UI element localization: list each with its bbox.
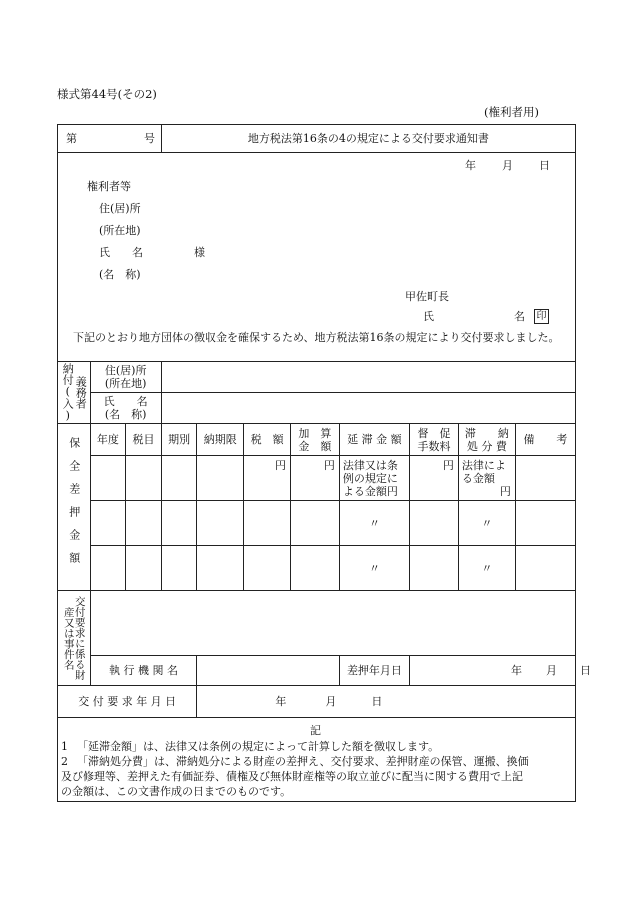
- col-demand-line2: 手数料: [417, 439, 451, 453]
- issue-date-year: 年: [465, 159, 476, 172]
- col-additional-line1: 加 算: [298, 426, 332, 440]
- col-tax-amount: 税 額: [244, 424, 291, 456]
- disposal-note-yen: 円: [499, 485, 511, 498]
- col-tax-item: 税目: [126, 424, 162, 456]
- taxpayer-name-label: [90, 393, 161, 424]
- row2-period: [161, 501, 197, 546]
- note2-number: 2: [61, 755, 68, 768]
- no-label: 第: [66, 132, 77, 145]
- row1-disposal: [458, 456, 515, 501]
- row2-tax-amount: [244, 501, 291, 546]
- recipient-location-label: (所在地): [99, 224, 141, 237]
- form-for: (権利者用): [484, 105, 539, 119]
- note2-line1: 「滞納処分費」は、滞納処分による財産の差押え、交付要求、差押財産の保管、運搬、換価: [77, 755, 529, 768]
- seizure-date-field: [410, 656, 592, 686]
- row3-demand-fee: [410, 546, 459, 591]
- disposal-note-line1: 法律によ: [461, 459, 506, 472]
- secured-amount-label-text: 保全差押金額: [67, 436, 81, 575]
- issuer-title: 甲佐町長: [405, 290, 449, 303]
- row3-due: [197, 546, 244, 591]
- col-demand-fee: [410, 424, 459, 456]
- notes-heading: 記: [310, 724, 321, 737]
- row2-year: [90, 501, 126, 546]
- taxpayer-label: [58, 362, 91, 424]
- taxpayer-name-field: [161, 393, 575, 424]
- recipient-honorific: 様: [194, 246, 205, 259]
- col-due-date: 納期限: [197, 424, 244, 456]
- row3-tax-amount: [244, 546, 291, 591]
- row2-disposal-ditto: 〃: [458, 501, 515, 546]
- row1-period: [161, 456, 197, 501]
- agency-field: [197, 656, 339, 686]
- taxpayer-label-a: 納付(入): [61, 363, 75, 422]
- taxpayer-name-text: 氏 名: [103, 395, 148, 408]
- row1-tax-item: [126, 456, 162, 501]
- seizure-date-month: 月: [546, 664, 558, 677]
- request-date-field: [197, 686, 576, 718]
- col-demand-line1: 督 促: [417, 426, 451, 440]
- taxpayer-address-text: 住(居)所: [104, 364, 147, 377]
- row1-due: [197, 456, 244, 501]
- go-label: 号: [144, 132, 155, 145]
- notes-block: [58, 718, 576, 802]
- property-field: [90, 591, 575, 656]
- row2-additional: [291, 501, 340, 546]
- col-additional-line2: 金 額: [298, 439, 332, 453]
- recipient-address-label: 住(居)所: [99, 202, 141, 215]
- col-fiscal-year: 年度: [90, 424, 126, 456]
- col-additional-amount: [291, 424, 340, 456]
- col-disposal-line2: 処 分 費: [466, 439, 507, 453]
- taxpayer-corp-name-text: (名 称): [104, 408, 147, 421]
- issuer-mei: 名: [514, 310, 525, 323]
- row3-remarks: [515, 546, 575, 591]
- intro-text: 下記のとおり地方団体の徴収金を確保するため、地方税法第16条の規定により交付要求しました。: [62, 331, 560, 344]
- delay-note-line2: 例の規定に: [342, 472, 398, 485]
- issue-date-month: 月: [502, 159, 513, 172]
- taxpayer-label-b: 義務者: [74, 376, 88, 409]
- row1-additional: 円: [291, 456, 340, 501]
- seal-mark: 印: [534, 309, 549, 324]
- property-label-text: 交付要求に係る財産又は事件名: [62, 596, 86, 680]
- row3-disposal-ditto: 〃: [458, 546, 515, 591]
- disposal-note-line2: る金額: [461, 472, 495, 485]
- taxpayer-address-field: [161, 362, 575, 393]
- delay-note-line3: よる金額円: [342, 485, 398, 498]
- note2-line2: 及び修理等、差押えた有価証券、債権及び無体財産権等の取立並びに配当に関する費用で上記: [61, 770, 523, 783]
- issue-date-day: 日: [539, 159, 550, 172]
- document-number-cell: [58, 125, 162, 153]
- row2-remarks: [515, 501, 575, 546]
- seizure-date-label: 差押年月日: [339, 656, 409, 686]
- delay-note-line1: 法律又は条: [342, 459, 398, 472]
- row1-year: [90, 456, 126, 501]
- address-block: [58, 153, 576, 362]
- taxpayer-location-text: (所在地): [104, 377, 147, 390]
- col-period: 期別: [161, 424, 197, 456]
- row2-demand-fee: [410, 501, 459, 546]
- recipient-label: 権利者等: [87, 180, 131, 193]
- row2-delay-ditto: 〃: [339, 501, 409, 546]
- row2-due: [197, 501, 244, 546]
- note2-line3: の金額は、この文書作成の日までのものです。: [61, 785, 292, 798]
- row1-delay-amount: [339, 456, 409, 501]
- request-date-month: 月: [325, 695, 337, 708]
- col-disposal-line1: 滞 納: [464, 426, 509, 440]
- col-remarks: 備 考: [515, 424, 575, 456]
- recipient-corp-name-label: (名 称): [99, 268, 141, 281]
- seizure-date-day: 日: [580, 664, 592, 677]
- request-date-year: 年: [275, 695, 287, 708]
- request-date-label: 交 付 要 求 年 月 日: [58, 686, 197, 718]
- row3-year: [90, 546, 126, 591]
- seizure-date-year: 年: [511, 664, 523, 677]
- note1-number: 1: [61, 740, 68, 753]
- form-number: 様式第44号(その2): [57, 87, 157, 101]
- request-date-day: 日: [371, 695, 383, 708]
- secured-amount-label: [58, 424, 91, 591]
- recipient-name-label: 氏 名: [99, 246, 143, 259]
- property-label: [58, 591, 91, 686]
- issuer-shi: 氏: [423, 310, 434, 323]
- document-title: 地方税法第16条の4の規定による交付要求通知書: [161, 125, 575, 153]
- row1-remarks: [515, 456, 575, 501]
- row1-tax-amount: 円: [244, 456, 291, 501]
- row3-period: [161, 546, 197, 591]
- row2-tax-item: [126, 501, 162, 546]
- agency-label: 執 行 機 関 名: [90, 656, 197, 686]
- row3-tax-item: [126, 546, 162, 591]
- col-disposal-cost: [458, 424, 515, 456]
- row1-demand-fee: 円: [410, 456, 459, 501]
- notice-form: [57, 124, 592, 802]
- row3-delay-ditto: 〃: [339, 546, 409, 591]
- row3-additional: [291, 546, 340, 591]
- taxpayer-address-label: [90, 362, 161, 393]
- col-delay-amount: 延 滞 金 額: [339, 424, 409, 456]
- note1-text: 「延滞金額」は、法律又は条例の規定によって計算した額を徴収します。: [77, 740, 440, 753]
